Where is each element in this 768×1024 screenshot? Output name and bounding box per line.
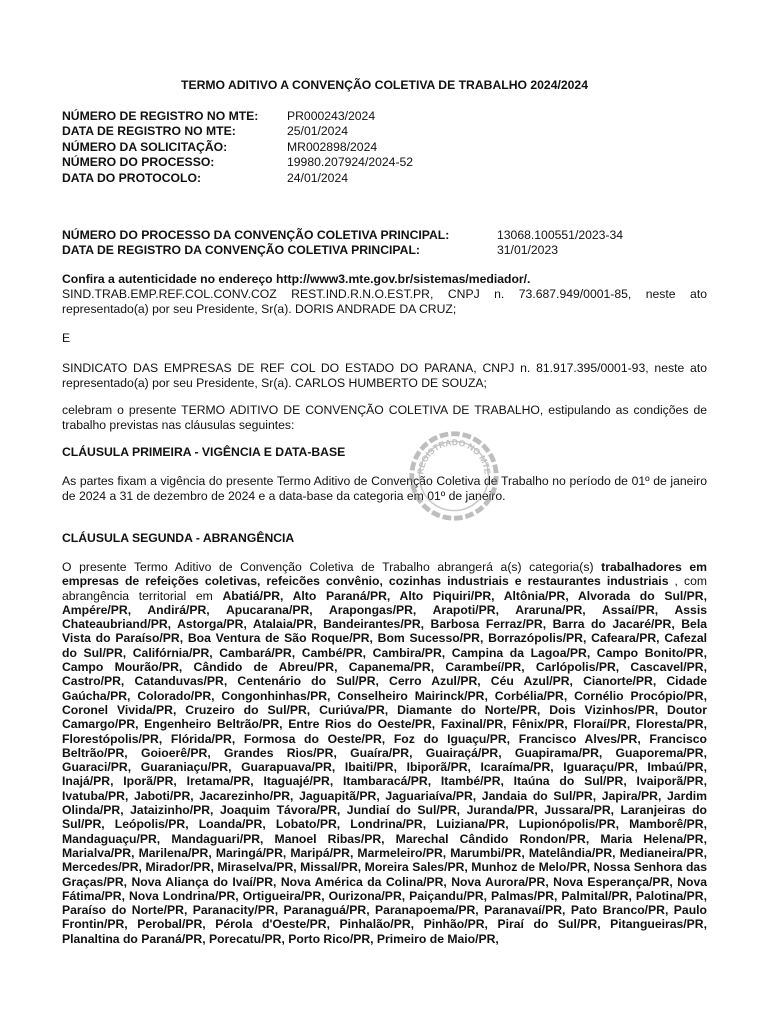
principal-convention-block bbox=[62, 228, 623, 258]
registry-label: NÚMERO DO PROCESSO: bbox=[62, 155, 215, 170]
clause-two-cities: Abatiá/PR, Alto Paraná/PR, Alto Piquiri/PR, Altônia/PR, Alvorada do Sul/PR, Ampére/PR, Andirá/PR, Apucarana/PR, Arapongas/PR, Arapoti/PR, Araruna/PR, Assaí/PR, Assis Chateaubriand/PR, Astorga/PR, Atalaia/PR, Bandeirantes/PR, Barbosa Ferraz/PR, Barra do Jacaré/PR, Bela Vista do Paraíso/PR, Boa Ventura de São Roque/PR, Bom Sucesso/PR, Borrazópolis/PR, Cafeara/PR, Cafezal do Sul/PR, Califórnia/PR, Cambará/PR, Cambé/PR, Cambira/PR, Campina da Lagoa/PR, Campo Bonito/PR, Campo Mourão/PR, Cândido de Abreu/PR, Capanema/PR, Carambeí/PR, Carlópolis/PR, Cascavel/PR, Castro/PR, Catanduvas/PR, Centenário do Sul/PR, Cerro Azul/PR, Céu Azul/PR, Cianorte/PR, Cidade Gaúcha/PR, Colorado/PR, Congonhinhas/PR, Conselheiro Mairinck/PR, Corbélia/PR, Cornélio Procópio/PR, Coronel Vivida/PR, Cruzeiro do Sul/PR, Curiúva/PR, Diamante do Norte/PR, Dois Vizinhos/PR, Doutor Camargo/PR, Engenheiro Beltrão/PR, Entre Rios do Oeste/PR, Faxinal/PR, Fênix/PR, Floraí/PR, Floresta/PR, Florestópolis/PR, Flórida/PR, Formosa do Oeste/PR, Foz do Iguaçu/PR, Francisco Alves/PR, Francisco Beltrão/PR, Goioerê/PR, Grandes Rios/PR, Guaíra/PR, Guairaçá/PR, Guapirama/PR, Guaporema/PR, Guaraci/PR, Guaraniaçu/PR, Guarapuava/PR, Ibaiti/PR, Ibiporã/PR, Icaraíma/PR, Iguaraçu/PR, Imbaú/PR, Inajá/PR, Iporã/PR, Iretama/PR, Itaguajé/PR, Itambaracá/PR, Itambé/PR, Itaúna do Sul/PR, Ivaiporã/PR, Ivatuba/PR, Jaboti/PR, Jacarezinho/PR, Jaguapitã/PR, Jaguariaíva/PR, Jandaia do Sul/PR, Japira/PR, Jardim Olinda/PR, Jataizinho/PR, Joaquim Távora/PR, Jundiaí do Sul/PR, Juranda/PR, Jussara/PR, Laranjeiras do Sul/PR, Leópolis/PR, Loanda/PR, Lobato/PR, Londrina/PR, Luiziana/PR, Lupionópolis/PR, Mamborê/PR, Mandaguaçu/PR, Mandaguari/PR, Manoel Ribas/PR, Marechal Cândido Rondon/PR, Maria Helena/PR, Marialva/PR, Marilena/PR, Maringá/PR, Maripá/PR, Marmeleiro/PR, Marumbi/PR, Matelândia/PR, Medianeira/PR, Mercedes/PR, Mirador/PR, Miraselva/PR, Missal/PR, Moreira Sales/PR, Munhoz de Melo/PR, Nossa Senhora das Graças/PR, Nova Aliança do Ivaí/PR, Nova América da Colina/PR, Nova Aurora/PR, Nova Esperança/PR, Nova Fátima/PR, Nova Londrina/PR, Ortigueira/PR, Ourizona/PR, Paiçandu/PR, Palmas/PR, Palmital/PR, Palotina/PR, Paraíso do Norte/PR, Paranacity/PR, Paranaguá/PR, Paranapoema/PR, Paranavaí/PR, Pato Branco/PR, Paulo Frontin/PR, Perobal/PR, Pérola d'Oeste/PR, Pinhalão/PR, Pinhão/PR, Piraí do Sul/PR, Pitangueiras/PR, Planaltina do Paraná/PR, Porecatu/PR, Porto Rico/PR, Primeiro de Maio/PR, bbox=[62, 588, 707, 946]
registry-block bbox=[62, 109, 413, 186]
registry-row bbox=[62, 155, 413, 170]
principal-row bbox=[62, 243, 623, 258]
clause-one-text: As partes fixam a vigência do presente Termo Aditivo de Convenção Coletiva de Trabalho no período de 01º de janeiro de 2024 a 31 de dezembro de 2024 e a data-base da categoria em 01º de janeiro. bbox=[62, 474, 707, 504]
registry-value: MR002898/2024 bbox=[287, 139, 378, 154]
celebrate-paragraph: celebram o presente TERMO ADITIVO DE CONVENÇÃO COLETIVA DE TRABALHO, estipulando as condições de trabalho previstas nas cláusulas seguintes: bbox=[62, 403, 707, 433]
party-one-paragraph: SIND.TRAB.EMP.REF.COL.CONV.COZ REST.IND.R.N.O.EST.PR, CNPJ n. 73.687.949/0001-85, neste ato representado(a) por seu Presidente, Sr(a). DORIS ANDRADE DA CRUZ; bbox=[62, 287, 707, 317]
registry-value: PR000243/2024 bbox=[287, 109, 376, 123]
clause-two-heading: CLÁUSULA SEGUNDA - ABRANGÊNCIA bbox=[62, 531, 295, 545]
conjunction-e: E bbox=[62, 331, 71, 345]
registry-row bbox=[62, 109, 413, 124]
registry-label: NÚMERO DA SOLICITAÇÃO: bbox=[62, 139, 228, 154]
registry-value: 25/01/2024 bbox=[287, 124, 348, 139]
registry-row bbox=[62, 124, 413, 139]
registry-row bbox=[62, 171, 413, 186]
principal-value: 31/01/2023 bbox=[497, 243, 558, 257]
principal-label: NÚMERO DO PROCESSO DA CONVENÇÃO COLETIVA PRINCIPAL: bbox=[62, 228, 450, 242]
clause-two-mid: , com abrangência territorial em bbox=[62, 574, 707, 603]
clause-two-intro: O presente Termo Aditivo de Convenção Coletiva de Trabalho abrangerá a(s) categoria(s) bbox=[62, 560, 602, 574]
registry-value: 19980.207924/2024-52 bbox=[287, 155, 414, 170]
authenticity-note: Confira a autenticidade no endereço http://www3.mte.gov.br/sistemas/mediador/. bbox=[62, 272, 531, 286]
registry-value: 24/01/2024 bbox=[287, 170, 348, 185]
clause-two-text bbox=[62, 560, 707, 946]
principal-row bbox=[62, 228, 623, 243]
principal-value: 13068.100551/2023-34 bbox=[497, 228, 624, 242]
registry-label: DATA DO PROTOCOLO: bbox=[62, 170, 202, 185]
registration-stamp-icon bbox=[406, 428, 502, 524]
registry-row bbox=[62, 140, 413, 155]
registry-label: NÚMERO DE REGISTRO NO MTE: bbox=[62, 109, 259, 123]
stamp-text: REGISTRADO NO MTE bbox=[415, 437, 493, 475]
clause-one-heading: CLÁUSULA PRIMEIRA - VIGÊNCIA E DATA-BASE bbox=[62, 445, 346, 459]
party-two-paragraph: SINDICATO DAS EMPRESAS DE REF COL DO ESTADO DO PARANA, CNPJ n. 81.917.395/0001-93, neste ato representado(a) por seu Presidente, Sr(a). CARLOS HUMBERTO DE SOUZA; bbox=[62, 361, 707, 391]
principal-label: DATA DE REGISTRO DA CONVENÇÃO COLETIVA PRINCIPAL: bbox=[62, 243, 420, 257]
clause-two-category: trabalhadores em empresas de refeições coletivas, refeicões convênio, cozinhas industriais e restaurantes industriais bbox=[62, 560, 708, 589]
registry-label: DATA DE REGISTRO NO MTE: bbox=[62, 124, 236, 139]
document-title: TERMO ADITIVO A CONVENÇÃO COLETIVA DE TRABALHO 2024/2024 bbox=[181, 78, 588, 92]
